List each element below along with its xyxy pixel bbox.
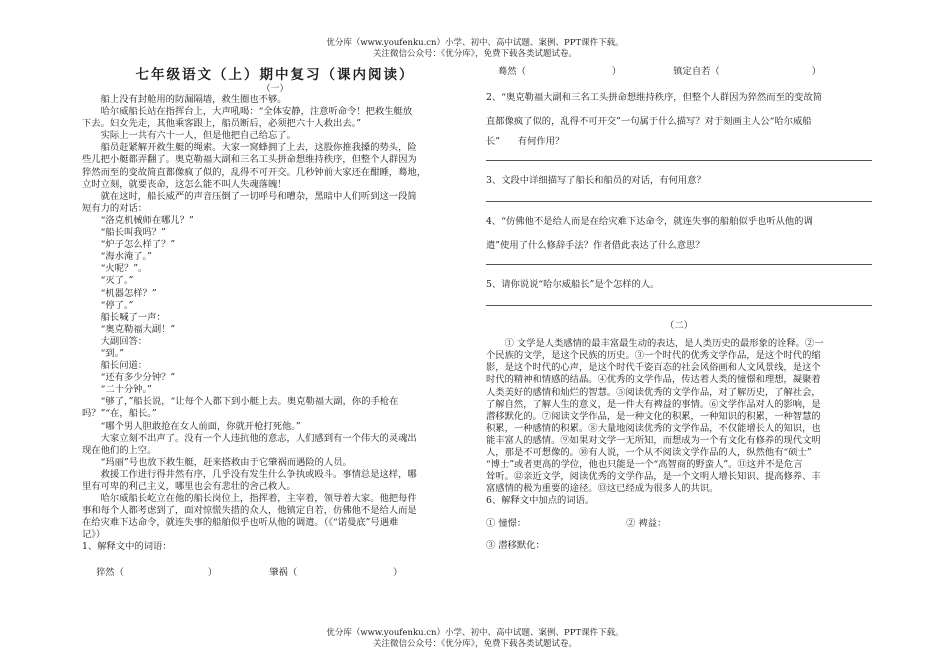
passage-1-line: 救援工作进行得井然有序，几乎没有发生什么争执或殴斗。事情总是这样，哪 <box>100 468 417 480</box>
question-6: 6、解释文中加点的词语。 <box>486 495 595 507</box>
passage-1-line: 在给灾难下达命令，就连失事的船舶似乎也听从他的调遣。（《“诺曼底”号遇难 <box>82 517 399 529</box>
option-2: ② 裨益： <box>626 517 667 529</box>
page-title: 七年级语文（上）期中复习（课内阅读） <box>135 67 415 83</box>
question-2-line-3: 长” 有何作用？ <box>486 136 565 148</box>
passage-1-line: “玛丽”号也放下救生艇，赶来搭救由于它肇祸而遇险的人员。 <box>100 456 352 468</box>
question-6-options <box>486 518 872 530</box>
question-1: 1、解释文中的词语： <box>82 541 172 553</box>
passage-2-line: 富感情的极为重要的途径。⑬这已经成为很多人的共识。 <box>486 483 719 495</box>
term-close: ） <box>611 66 622 77</box>
passage-2 <box>486 338 872 495</box>
footer-line-1: 优分库（www.youfenku.cn）小学、初中、高中试题、案例、PPT课件下载。 <box>326 628 624 638</box>
passage-1-line: 实际上一共有六十一人，但是他把自己给忘了。 <box>100 130 296 142</box>
term-label: 镇定自若（ <box>673 66 720 77</box>
footer-line-2: 关注微信公众号：《优分库》，免费下载各类试题试卷。 <box>372 639 577 649</box>
page-footer <box>0 628 950 650</box>
passage-2-line: 时代的精神和情感的结晶。④优秀的文学作品，传达着人类的憧憬和理想，凝聚着 <box>486 374 821 386</box>
passage-1-line: 短有力的对话： <box>82 202 148 214</box>
right-column <box>486 66 872 552</box>
passage-1-line: 大家立刻不出声了。没有一个人违抗他的意志，人们感到有一个伟大的灵魂出 <box>100 432 417 444</box>
question-1-terms-right <box>486 66 872 78</box>
term-close: ） <box>393 566 403 578</box>
passage-1 <box>82 94 468 541</box>
passage-1-line: 吗？”“在，船长。” <box>82 408 157 420</box>
passage-1-line: 现在他们的上空。 <box>82 444 157 456</box>
passage-1-line: 就在这时，船长威严的声音压倒了一切呼号和嘈杂，黑暗中人们听到这一段简 <box>100 190 417 202</box>
passage-1-line: 哈尔威船长站在指挥台上，大声吼喝：“全体安静，注意听命令！把救生艇放 <box>100 106 413 118</box>
header-line-2: 关注微信公众号：《优分库》，免费下载各类试题试卷。 <box>372 49 577 59</box>
term-label: 猝然（ <box>96 566 124 578</box>
passage-1-line: “够了，”船长说，“让每个人都下到小艇上去。奥克勒福大副，你的手枪在 <box>100 396 399 408</box>
passage-2-line: ① 文学是人类感情的最丰富最生动的表达，是人类历史的最形象的诠释。②一 <box>504 338 824 350</box>
passage-2-line: 个民族的文学，是这个民族的历史。③一个时代的优秀文学作品，是这个时代的缩 <box>486 350 821 362</box>
passage-2-line: “博士”或者更高的学位，他也只能是一个“高智商的野蛮人”。⑪这并不是危言 <box>486 459 803 471</box>
passage-1-line: “二十分钟。” <box>100 384 152 396</box>
passage-2-line: 人类美好的感情和灿烂的智慧。⑤阅读优秀的文学作品，对了解历史，了解社会， <box>486 386 821 398</box>
section-2-label: （二） <box>665 320 693 332</box>
passage-1-line: “船长叫我吗？” <box>100 227 166 239</box>
question-1-terms-left <box>82 567 468 579</box>
passage-1-line: “火呢？”。 <box>100 263 148 275</box>
question-3: 3、文段中详细描写了船长和船员的对话，有何用意？ <box>486 175 706 187</box>
passage-1-line: “还有多少分钟？” <box>100 372 176 384</box>
passage-1-line: 立时立刻，就要丧命，这怎么能不叫人失魂落魄！ <box>82 178 287 190</box>
term-label: 肇祸（ <box>269 566 298 578</box>
passage-1-line: “奥克勒福大副！” <box>100 323 176 335</box>
passage-2-line: 了解自然，了解人生的意义，是一件大有裨益的事情。⑥文学作品对人的影响，是 <box>486 398 821 410</box>
passage-2-line: 能丰富人的感情。⑨如果对文学一无所知，而想成为一个有文化有修养的现代文明 <box>486 434 821 446</box>
passage-1-line: “灭了。” <box>100 275 134 287</box>
passage-1-line: “哪个男人胆敢抢在女人前面，你就开枪打死他。” <box>100 420 301 432</box>
passage-1-line: 记》） <box>82 529 106 541</box>
passage-2-line: 耸听。⑫亲近文学，阅读优秀的文学作品，是一个文明人增长知识、提高修养、丰 <box>486 471 821 483</box>
question-2-line-2: 直都像疯了似的，乱得不可开交”一句属于什么描写？对于刻画主人公“哈尔威船 <box>486 116 812 128</box>
passage-1-line: “到。” <box>100 347 125 359</box>
question-2-line-1: 2、“奥克勒福大副和三名工头拼命想维持秩序，但整个人群因为猝然而至的变故简 <box>486 92 823 104</box>
passage-1-line: 里有可卑的利己主义，哪里也会有悲壮的舍己救人。 <box>82 481 296 492</box>
passage-2-line: 人，那是不可想像的。⑩有人说，一个从不阅读文学作品的人，纵然他有“硕士” <box>486 447 812 459</box>
header-line-1: 优分库（www.youfenku.cn）小学、初中、高中试题、案例、PPT课件下载。 <box>326 38 624 48</box>
passage-2-line: 潜移默化的。⑦阅读文学作品，是一种文化的积累，一种知识的积累，一种智慧的 <box>486 410 821 422</box>
question-4-line-1: 4、“仿佛他不是给人而是在给灾难下达命令，就连失事的船舶似乎也听从他的调 <box>486 216 813 228</box>
page-header <box>0 38 950 60</box>
option-1: ① 憧憬： <box>486 517 527 529</box>
passage-1-line: “洛克机械师在哪儿？” <box>100 214 194 226</box>
passage-1-line: 哈尔威船长屹立在他的船长岗位上，指挥着，主宰着，领导着大家。他把每件 <box>100 493 417 505</box>
passage-1-line: 事和每个人都考虑到了，面对惊慌失措的众人，他镇定自若，仿佛他不是给人而是 <box>82 505 417 517</box>
passage-1-line: “海水淹了。” <box>100 251 152 263</box>
section-1-label: （一） <box>261 84 289 94</box>
passage-1-line: 下去。妇女先走，其他乘客跟上，船员断后，必须把六十人救出去。” <box>82 118 362 130</box>
term-close: ） <box>811 66 822 77</box>
passage-1-line: “停了。” <box>100 299 134 311</box>
passage-1-line: 船员赶紧解开救生艇的绳索。大家一窝蜂拥了上去，这股你推我搡的势头，险 <box>100 142 417 154</box>
left-column <box>82 66 468 579</box>
passage-1-line: 船上没有封舱用的防漏隔墙，救生圈也不够。 <box>100 94 287 105</box>
passage-1-line: 猝然而至的变故简直都像疯了似的，乱得不可开交。几秒钟前大家还在酣睡，蓦地， <box>82 166 426 178</box>
passage-1-line: 船长喊了一声： <box>100 311 166 323</box>
passage-2-line: 积累，一种感情的积累。⑧大量地阅读优秀的文学作品，不仅能增长人的知识，也 <box>486 422 821 434</box>
passage-1-line: “炉子怎么样了？” <box>100 239 176 251</box>
passage-1-line: 大副回答： <box>100 335 148 347</box>
term-close: ） <box>207 566 218 578</box>
passage-2-line: 影，是这个时代的心声，是这个时代千姿百态的社会风俗画和人文风景线，是这个 <box>486 362 821 374</box>
term-label: 蓦然（ <box>498 66 526 77</box>
question-4-line-2: 遣”使用了什么修辞手法？作者借此表达了什么意思？ <box>486 240 705 252</box>
passage-1-line: “机器怎样？” <box>100 287 157 299</box>
question-5: 5、请你说说“哈尔威船长”是个怎样的人。 <box>486 279 660 291</box>
option-3: ③ 潜移默化： <box>486 539 545 551</box>
passage-1-line: 些儿把小艇都弄翻了。奥克勒福大副和三名工头拼命想维持秩序，但整个人群因为 <box>82 154 417 166</box>
passage-1-line: 船长问道： <box>100 360 148 372</box>
